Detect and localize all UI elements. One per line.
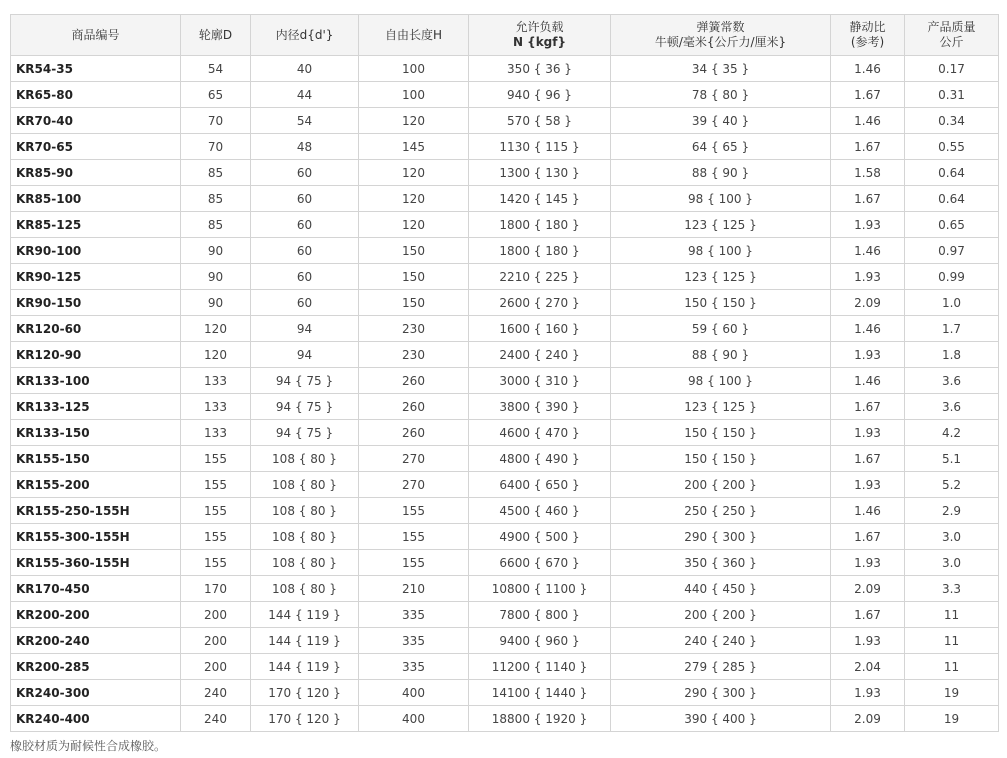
table-cell: 108 { 80 }	[251, 550, 359, 576]
table-cell: 400	[359, 706, 469, 732]
table-cell: 350 { 36 }	[469, 56, 611, 82]
table-cell: 150	[359, 238, 469, 264]
product-code-cell: KR65-80	[11, 82, 181, 108]
column-header	[469, 15, 611, 56]
table-cell: 2.04	[831, 654, 905, 680]
table-cell: 18800 { 1920 }	[469, 706, 611, 732]
column-header-label: 静动比	[849, 20, 886, 34]
table-cell: 120	[359, 186, 469, 212]
table-cell: 34 { 35 }	[611, 56, 831, 82]
table-row	[11, 576, 999, 602]
table-row	[11, 654, 999, 680]
table-cell: 85	[181, 160, 251, 186]
table-cell: 123 { 125 }	[611, 264, 831, 290]
table-cell: 90	[181, 238, 251, 264]
table-cell: 1.93	[831, 342, 905, 368]
table-cell: 240 { 240 }	[611, 628, 831, 654]
table-cell: 2.09	[831, 706, 905, 732]
table-cell: 1.46	[831, 498, 905, 524]
table-cell: 2400 { 240 }	[469, 342, 611, 368]
table-cell: 1.46	[831, 368, 905, 394]
column-header	[181, 15, 251, 56]
table-row	[11, 342, 999, 368]
table-cell: 1.46	[831, 56, 905, 82]
table-cell: 40	[251, 56, 359, 82]
table-cell: 1.67	[831, 394, 905, 420]
table-cell: 54	[181, 56, 251, 82]
product-code-cell: KR155-300-155H	[11, 524, 181, 550]
table-cell: 290 { 300 }	[611, 524, 831, 550]
table-cell: 240	[181, 706, 251, 732]
table-cell: 123 { 125 }	[611, 394, 831, 420]
table-row	[11, 82, 999, 108]
table-cell: 11	[905, 628, 999, 654]
table-cell: 240	[181, 680, 251, 706]
product-code-cell: KR155-250-155H	[11, 498, 181, 524]
table-cell: 200	[181, 654, 251, 680]
table-cell: 94 { 75 }	[251, 420, 359, 446]
table-cell: 1.67	[831, 134, 905, 160]
table-cell: 19	[905, 706, 999, 732]
table-cell: 1420 { 145 }	[469, 186, 611, 212]
table-cell: 0.97	[905, 238, 999, 264]
table-cell: 4.2	[905, 420, 999, 446]
product-code-cell: KR155-200	[11, 472, 181, 498]
table-cell: 1.67	[831, 82, 905, 108]
table-cell: 98 { 100 }	[611, 368, 831, 394]
table-cell: 90	[181, 264, 251, 290]
table-cell: 150 { 150 }	[611, 290, 831, 316]
table-cell: 123 { 125 }	[611, 212, 831, 238]
table-row	[11, 316, 999, 342]
table-cell: 155	[181, 472, 251, 498]
table-cell: 65	[181, 82, 251, 108]
table-cell: 440 { 450 }	[611, 576, 831, 602]
product-code-cell: KR90-125	[11, 264, 181, 290]
table-cell: 85	[181, 212, 251, 238]
product-code-cell: KR240-300	[11, 680, 181, 706]
table-cell: 133	[181, 394, 251, 420]
table-cell: 70	[181, 108, 251, 134]
table-cell: 200	[181, 628, 251, 654]
table-cell: 5.1	[905, 446, 999, 472]
table-cell: 150	[359, 290, 469, 316]
table-cell: 60	[251, 238, 359, 264]
table-row	[11, 602, 999, 628]
table-cell: 1.93	[831, 472, 905, 498]
table-cell: 1130 { 115 }	[469, 134, 611, 160]
table-cell: 9400 { 960 }	[469, 628, 611, 654]
table-cell: 100	[359, 82, 469, 108]
table-cell: 100	[359, 56, 469, 82]
product-code-cell: KR155-360-155H	[11, 550, 181, 576]
table-row	[11, 134, 999, 160]
table-cell: 1.93	[831, 212, 905, 238]
table-cell: 0.31	[905, 82, 999, 108]
table-cell: 5.2	[905, 472, 999, 498]
table-row	[11, 368, 999, 394]
table-cell: 4500 { 460 }	[469, 498, 611, 524]
product-code-cell: KR54-35	[11, 56, 181, 82]
table-cell: 1.58	[831, 160, 905, 186]
table-cell: 290 { 300 }	[611, 680, 831, 706]
table-cell: 6400 { 650 }	[469, 472, 611, 498]
table-cell: 2600 { 270 }	[469, 290, 611, 316]
table-cell: 570 { 58 }	[469, 108, 611, 134]
table-cell: 11200 { 1140 }	[469, 654, 611, 680]
table-cell: 270	[359, 446, 469, 472]
table-cell: 94	[251, 342, 359, 368]
table-cell: 170 { 120 }	[251, 706, 359, 732]
column-header	[251, 15, 359, 56]
table-cell: 1.93	[831, 680, 905, 706]
table-cell: 155	[181, 550, 251, 576]
product-code-cell: KR70-40	[11, 108, 181, 134]
table-row	[11, 264, 999, 290]
product-code-cell: KR155-150	[11, 446, 181, 472]
table-cell: 230	[359, 342, 469, 368]
table-cell: 11	[905, 654, 999, 680]
column-header-label: 弹簧常数	[696, 20, 745, 34]
table-cell: 60	[251, 186, 359, 212]
material-note: 橡胶材质为耐候性合成橡胶。	[10, 739, 167, 753]
table-cell: 120	[359, 160, 469, 186]
table-cell: 155	[359, 550, 469, 576]
product-code-cell: KR200-200	[11, 602, 181, 628]
table-row	[11, 212, 999, 238]
table-cell: 3.3	[905, 576, 999, 602]
table-cell: 250 { 250 }	[611, 498, 831, 524]
column-header	[611, 15, 831, 56]
table-cell: 0.99	[905, 264, 999, 290]
product-code-cell: KR240-400	[11, 706, 181, 732]
table-cell: 85	[181, 186, 251, 212]
table-cell: 0.17	[905, 56, 999, 82]
table-cell: 155	[181, 498, 251, 524]
table-cell: 60	[251, 160, 359, 186]
table-cell: 133	[181, 420, 251, 446]
table-cell: 94 { 75 }	[251, 368, 359, 394]
table-cell: 390 { 400 }	[611, 706, 831, 732]
table-row	[11, 706, 999, 732]
column-header-label: 产品质量	[927, 20, 976, 34]
table-cell: 54	[251, 108, 359, 134]
table-cell: 4800 { 490 }	[469, 446, 611, 472]
table-cell: 335	[359, 628, 469, 654]
table-cell: 10800 { 1100 }	[469, 576, 611, 602]
column-header-label: 内径d{d'}	[275, 27, 334, 42]
table-cell: 3.0	[905, 524, 999, 550]
table-cell: 1800 { 180 }	[469, 212, 611, 238]
table-cell: 108 { 80 }	[251, 524, 359, 550]
table-row	[11, 238, 999, 264]
table-cell: 3.6	[905, 368, 999, 394]
table-cell: 108 { 80 }	[251, 498, 359, 524]
table-header-row	[11, 15, 999, 56]
table-cell: 19	[905, 680, 999, 706]
product-code-cell: KR90-150	[11, 290, 181, 316]
table-cell: 7800 { 800 }	[469, 602, 611, 628]
table-body	[11, 56, 999, 732]
product-code-cell: KR70-65	[11, 134, 181, 160]
table-row	[11, 290, 999, 316]
table-cell: 1.93	[831, 628, 905, 654]
table-cell: 90	[181, 290, 251, 316]
table-cell: 133	[181, 368, 251, 394]
product-code-cell: KR120-90	[11, 342, 181, 368]
product-code-cell: KR133-125	[11, 394, 181, 420]
table-cell: 260	[359, 368, 469, 394]
table-cell: 1.67	[831, 524, 905, 550]
table-cell: 120	[359, 108, 469, 134]
table-cell: 260	[359, 394, 469, 420]
column-header-unit: 公斤	[939, 35, 964, 49]
table-cell: 2.09	[831, 290, 905, 316]
table-cell: 155	[359, 498, 469, 524]
table-cell: 279 { 285 }	[611, 654, 831, 680]
table-cell: 1.93	[831, 420, 905, 446]
table-cell: 150 { 150 }	[611, 446, 831, 472]
product-code-cell: KR200-285	[11, 654, 181, 680]
table-cell: 1.67	[831, 602, 905, 628]
table-cell: 0.55	[905, 134, 999, 160]
table-cell: 1800 { 180 }	[469, 238, 611, 264]
table-cell: 1.46	[831, 238, 905, 264]
table-cell: 88 { 90 }	[611, 160, 831, 186]
column-header-label: 商品编号	[71, 27, 120, 42]
table-cell: 150	[359, 264, 469, 290]
table-cell: 60	[251, 212, 359, 238]
table-cell: 170	[181, 576, 251, 602]
product-code-cell: KR120-60	[11, 316, 181, 342]
table-row	[11, 108, 999, 134]
product-code-cell: KR85-90	[11, 160, 181, 186]
table-cell: 0.64	[905, 160, 999, 186]
table-cell: 144 { 119 }	[251, 602, 359, 628]
table-cell: 2.9	[905, 498, 999, 524]
column-header	[359, 15, 469, 56]
column-header	[905, 15, 999, 56]
table-cell: 6600 { 670 }	[469, 550, 611, 576]
table-cell: 120	[181, 316, 251, 342]
table-cell: 60	[251, 264, 359, 290]
table-cell: 88 { 90 }	[611, 342, 831, 368]
table-cell: 400	[359, 680, 469, 706]
table-cell: 98 { 100 }	[611, 186, 831, 212]
spring-spec-table	[10, 14, 999, 732]
table-cell: 3800 { 390 }	[469, 394, 611, 420]
table-cell: 1.67	[831, 186, 905, 212]
table-cell: 39 { 40 }	[611, 108, 831, 134]
table-cell: 155	[181, 524, 251, 550]
table-cell: 14100 { 1440 }	[469, 680, 611, 706]
table-cell: 260	[359, 420, 469, 446]
column-header-label: 轮廓D	[198, 27, 233, 42]
table-cell: 3000 { 310 }	[469, 368, 611, 394]
column-header-unit: 牛顿/毫米{公斤力/厘米}	[654, 35, 787, 49]
product-code-cell: KR90-100	[11, 238, 181, 264]
table-cell: 108 { 80 }	[251, 576, 359, 602]
table-cell: 0.65	[905, 212, 999, 238]
table-cell: 1.67	[831, 446, 905, 472]
table-cell: 2210 { 225 }	[469, 264, 611, 290]
table-cell: 94	[251, 316, 359, 342]
table-cell: 144 { 119 }	[251, 654, 359, 680]
table-cell: 1600 { 160 }	[469, 316, 611, 342]
table-cell: 144 { 119 }	[251, 628, 359, 654]
table-cell: 108 { 80 }	[251, 446, 359, 472]
table-cell: 155	[359, 524, 469, 550]
table-cell: 59 { 60 }	[611, 316, 831, 342]
table-row	[11, 472, 999, 498]
table-row	[11, 420, 999, 446]
table-row	[11, 394, 999, 420]
table-cell: 1.93	[831, 264, 905, 290]
table-cell: 78 { 80 }	[611, 82, 831, 108]
column-header	[11, 15, 181, 56]
table-cell: 200 { 200 }	[611, 602, 831, 628]
table-cell: 155	[181, 446, 251, 472]
table-cell: 270	[359, 472, 469, 498]
table-row	[11, 160, 999, 186]
table-cell: 4900 { 500 }	[469, 524, 611, 550]
table-cell: 145	[359, 134, 469, 160]
table-cell: 0.64	[905, 186, 999, 212]
table-cell: 1.0	[905, 290, 999, 316]
table-cell: 48	[251, 134, 359, 160]
table-cell: 2.09	[831, 576, 905, 602]
column-header-label: 自由长度H	[384, 27, 443, 42]
table-row	[11, 56, 999, 82]
product-code-cell: KR85-100	[11, 186, 181, 212]
table-cell: 1.7	[905, 316, 999, 342]
table-cell: 3.6	[905, 394, 999, 420]
table-cell: 120	[181, 342, 251, 368]
table-cell: 1.93	[831, 550, 905, 576]
table-cell: 230	[359, 316, 469, 342]
product-code-cell: KR85-125	[11, 212, 181, 238]
column-header-unit: N {kgf}	[512, 35, 567, 49]
product-code-cell: KR133-150	[11, 420, 181, 446]
product-code-cell: KR133-100	[11, 368, 181, 394]
table-cell: 98 { 100 }	[611, 238, 831, 264]
table-cell: 1300 { 130 }	[469, 160, 611, 186]
table-cell: 335	[359, 602, 469, 628]
table-cell: 108 { 80 }	[251, 472, 359, 498]
table-cell: 200	[181, 602, 251, 628]
table-row	[11, 524, 999, 550]
table-cell: 350 { 360 }	[611, 550, 831, 576]
table-row	[11, 680, 999, 706]
table-cell: 170 { 120 }	[251, 680, 359, 706]
table-cell: 60	[251, 290, 359, 316]
table-cell: 150 { 150 }	[611, 420, 831, 446]
table-cell: 940 { 96 }	[469, 82, 611, 108]
table-cell: 70	[181, 134, 251, 160]
table-row	[11, 550, 999, 576]
table-cell: 0.34	[905, 108, 999, 134]
table-row	[11, 446, 999, 472]
table-cell: 210	[359, 576, 469, 602]
table-cell: 64 { 65 }	[611, 134, 831, 160]
product-code-cell: KR200-240	[11, 628, 181, 654]
product-code-cell: KR170-450	[11, 576, 181, 602]
table-cell: 1.46	[831, 108, 905, 134]
column-header	[831, 15, 905, 56]
table-row	[11, 628, 999, 654]
table-cell: 1.8	[905, 342, 999, 368]
table-cell: 44	[251, 82, 359, 108]
table-cell: 120	[359, 212, 469, 238]
table-cell: 200 { 200 }	[611, 472, 831, 498]
table-cell: 335	[359, 654, 469, 680]
table-row	[11, 186, 999, 212]
column-header-unit: (参考)	[850, 35, 885, 49]
table-cell: 4600 { 470 }	[469, 420, 611, 446]
table-row	[11, 498, 999, 524]
spec-table-container	[10, 14, 998, 732]
table-cell: 3.0	[905, 550, 999, 576]
table-cell: 94 { 75 }	[251, 394, 359, 420]
table-cell: 11	[905, 602, 999, 628]
table-cell: 1.46	[831, 316, 905, 342]
column-header-label: 允许负载	[515, 20, 564, 34]
